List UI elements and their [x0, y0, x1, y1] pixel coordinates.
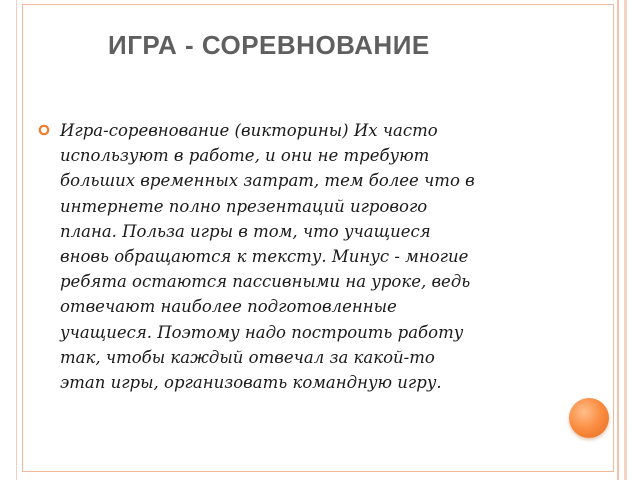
bullet-line: интернете полно презентаций игрового: [60, 196, 428, 216]
bullet-line: плана. Польза игры в том, что учащиеся: [60, 221, 431, 241]
slide-title: ИГРА - СОРЕВНОВАНИЕ: [108, 30, 430, 60]
bullet-line: больших временных затрат, тем более что в: [60, 171, 475, 191]
bullet-line: этап игры, организовать командную игру.: [60, 373, 442, 393]
bullet-line: учащиеся. Поэтому надо построить работу: [60, 322, 464, 342]
bullet-line: отвечают наиболее подготовленные: [60, 297, 397, 317]
bullet-text: [60, 118, 538, 395]
bullet-line: используют в работе, и они не требуют: [60, 146, 430, 166]
bullet-item: [38, 118, 538, 395]
decorative-circle-icon: [569, 398, 609, 438]
slide-content: [38, 118, 538, 395]
bullet-line: так, чтобы каждый отвечал за какой-то: [60, 347, 435, 367]
decorative-left-line: [16, 0, 17, 480]
bullet-line: ребята остаются пассивными на уроке, ведь: [60, 272, 471, 292]
bullet-ring-icon: [38, 124, 50, 136]
bullet-line: Игра-соревнование (викторины) Их часто: [60, 121, 438, 140]
bullet-line: вновь обращаются к тексту. Минус - многие: [60, 247, 469, 267]
decorative-right-line-inner: [617, 0, 619, 480]
decorative-right-line-outer: [624, 0, 627, 480]
